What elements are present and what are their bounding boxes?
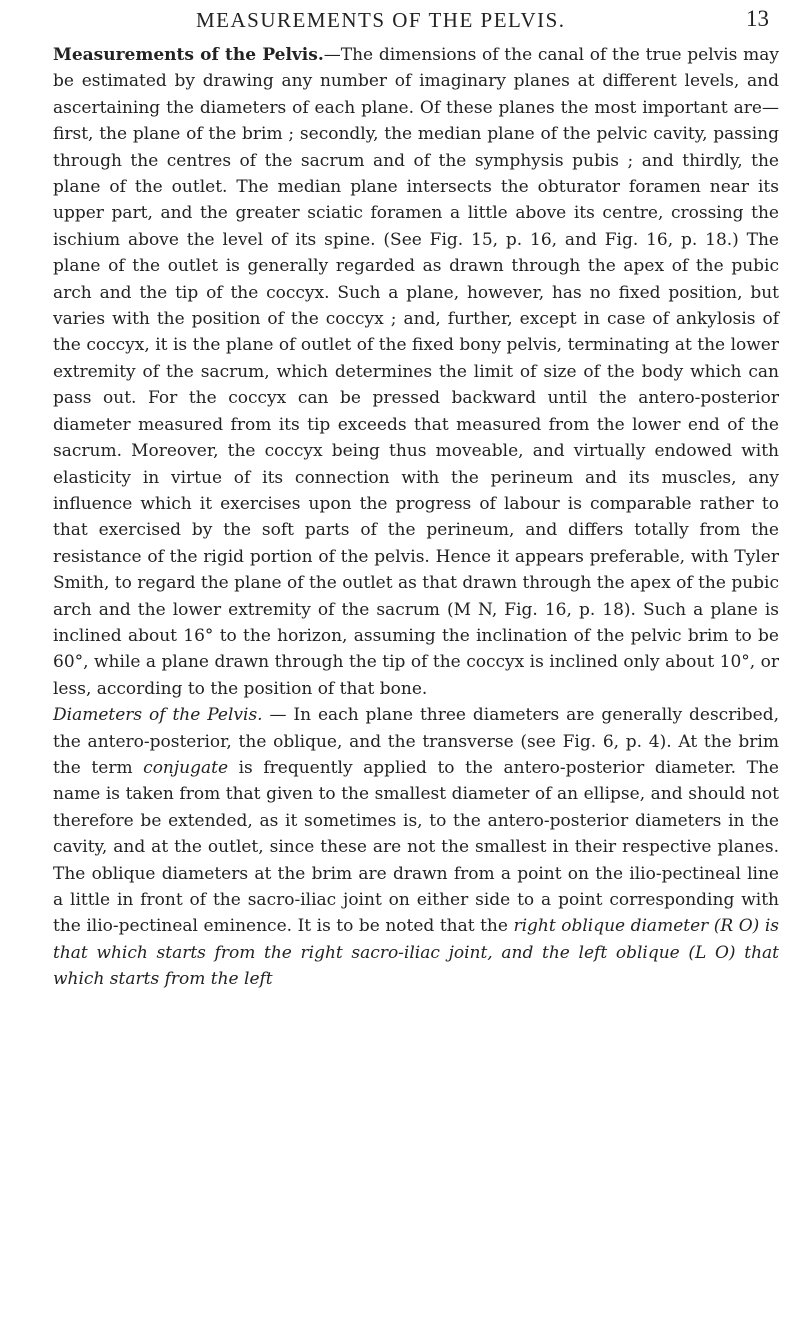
page-header	[196, 6, 769, 36]
paragraph-diameters	[53, 702, 779, 992]
paragraph-text: The dimensions of the canal of the true pelvis may be estimated by drawing any number of imaginary planes at different levels, and ascertaining the diameters of each plane. Of these planes the most important are—first, the plane of the brim ; secondly, the median plane of the pelvic cavity, passing through the centres of the sacrum and of the symphysis pubis ; and thirdly, the plane of the outlet. The median plane intersects the obturator foramen near its upper part, and the greater sciatic foramen a little above its centre, crossing the ischium above the level of its spine. (See Fig. 15, p. 16, and Fig. 16, p. 18.) The plane of the outlet is generally regarded as drawn through the apex of the pubic arch and the tip of the coccyx. Such a plane, however, has no fixed position, but varies with the position of the coccyx ; and, further, except in case of ankylosis of the coccyx, it is the plane of outlet of the fixed bony pelvis, terminating at the lower extremity of the sacrum, which determines the limit of size of the body which can pass out. For the coccyx can be pressed backward until the antero-posterior diameter measured from its tip exceeds that measured from the lower end of the sacrum. Moreover, the coccyx being thus moveable, and virtually endowed with elasticity in virtue of its connection with the perineum and its muscles, any influence which it exercises upon the progress of labour is comparable rather to that exercised by the soft parts of the perineum, and differs totally from the resistance of the rigid portion of the pelvis. Hence it appears preferable, with Tyler Smith, to regard the plane of the outlet as that drawn through the apex of the pubic arch and the lower extremity of the sacrum (M N, Fig. 16, p. 18). Such a plane is inclined about 16° to the horizon, assuming the inclination of the pelvic brim to be 60°, while a plane drawn through the tip of the coccyx is inclined only about 10°, or less, according to the position of that bone.	[53, 45, 779, 699]
heading-dash: —	[323, 45, 341, 65]
page-number: 13	[746, 6, 769, 31]
section-heading-diameters: Diameters of the Pelvis.	[53, 705, 263, 726]
paragraph-measurements	[53, 42, 779, 702]
running-head: MEASUREMENTS OF THE PELVIS.	[196, 8, 566, 32]
section-heading-measurements: Measurements of the Pelvis.	[53, 45, 324, 65]
paragraph-text: In each plane three diameters are generally described, the antero-posterior, the oblique, and the transverse (see Fig. 6, p. 4). At the brim the term	[53, 705, 779, 778]
paragraph-text: is frequently applied to the antero-posterior diameter. The name is taken from that given to the smallest diameter of an ellipse, and should not therefore be extended, as it sometimes is, to the antero-posterior diameters in the cavity, and at the outlet, since these are not the smallest in their respective planes. The oblique diameters at the brim are drawn from a point on the ilio-pectineal line a little in front of the sacro-iliac joint on either side to a point corresponding with the ilio-pectineal eminence. It is to be noted that the	[53, 757, 779, 937]
italic-passage: right oblique diameter (R O) is that which starts from the right sacro-iliac joint, and the left oblique (L O) that which starts from the left	[53, 916, 779, 990]
page-body	[53, 42, 779, 993]
term-conjugate: conjugate	[143, 757, 229, 778]
heading-dash: —	[262, 705, 294, 726]
